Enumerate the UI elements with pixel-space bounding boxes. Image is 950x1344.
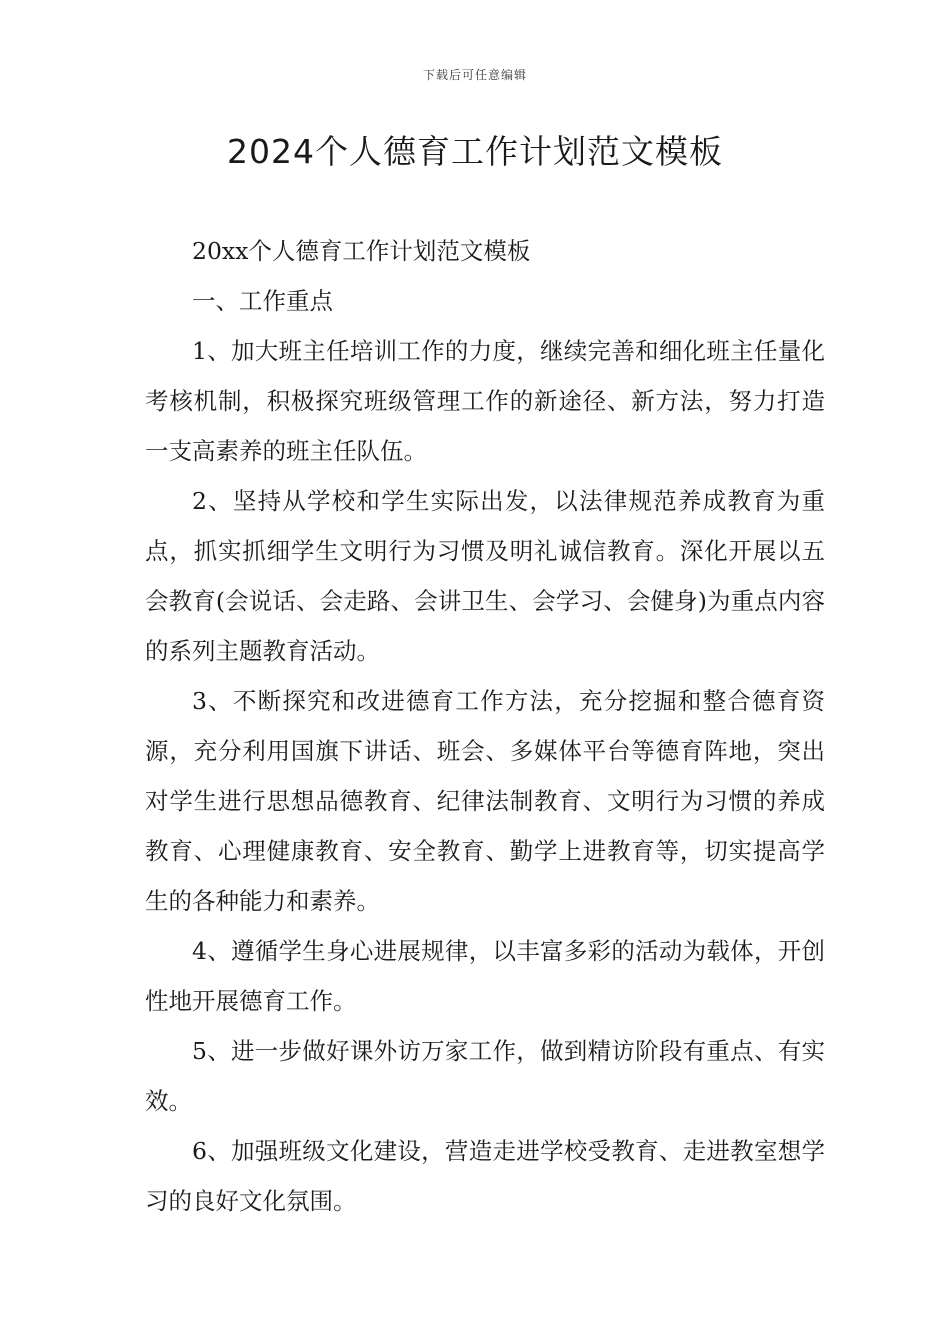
paragraph-subtitle: 20xx个人德育工作计划范文模板 [192,237,531,265]
document-title: 2024个人德育工作计划范文模板 [227,132,723,171]
paragraph-item-4: 4、遵循学生身心进展规律，以丰富多彩的活动为载体，开创性地开展德育工作。 [145,937,825,1015]
paragraph-item-2: 2、坚持从学校和学生实际出发，以法律规范养成教育为重点，抓实抓细学生文明行为习惯及明礼诚信教育。深化开展以五会教育(会说话、会走路、会讲卫生、会学习、会健身)为重点内容的系列主题教育活动。 [145,487,825,665]
paragraph-item-5: 5、进一步做好课外访万家工作，做到精访阶段有重点、有实效。 [145,1037,825,1115]
paragraph-item-1: 1、加大班主任培训工作的力度，继续完善和细化班主任量化考核机制，积极探究班级管理工作的新途径、新方法，努力打造一支高素养的班主任队伍。 [145,337,825,465]
paragraph-item-3: 3、不断探究和改进德育工作方法，充分挖掘和整合德育资源，充分利用国旗下讲话、班会、多媒体平台等德育阵地，突出对学生进行思想品德教育、纪律法制教育、文明行为习惯的养成教育、心理健康教育、安全教育、勤学上进教育等，切实提高学生的各种能力和素养。 [145,687,825,915]
document-body [145,226,825,1226]
paragraph-section-heading: 一、工作重点 [192,287,333,315]
header-note: 下载后可任意编辑 [422,68,527,82]
paragraph-item-6: 6、加强班级文化建设，营造走进学校受教育、走进教室想学习的良好文化氛围。 [145,1137,825,1215]
